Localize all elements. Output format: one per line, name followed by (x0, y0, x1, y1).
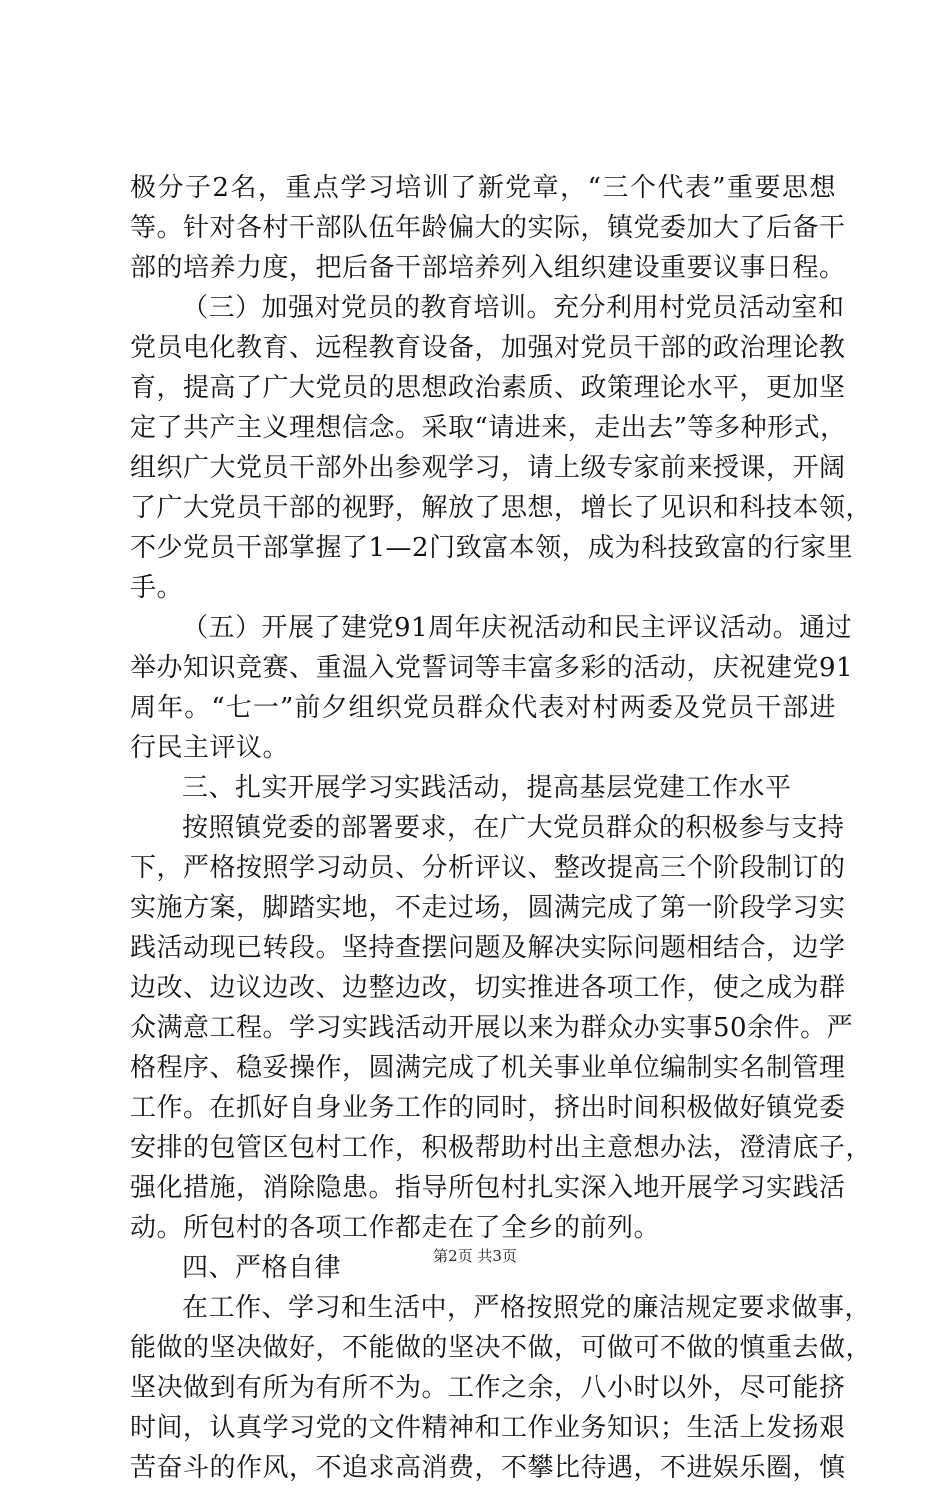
text-line: 了广大党员干部的视野，解放了思想，增长了见识和科技本领， (130, 493, 873, 523)
text-line: 举办知识竞赛、重温入党誓词等丰富多彩的活动，庆祝建党91 (130, 653, 854, 683)
document-body (130, 168, 873, 1488)
text-line: 工作。在抓好自身业务工作的同时，挤出时间积极做好镇党委 (130, 1093, 846, 1123)
text-line: （三）加强对党员的教育培训。充分利用村党员活动室和 (182, 293, 845, 323)
text-line: 动。所包村的各项工作都走在了全乡的前列。 (130, 1213, 661, 1243)
page-footer: 第2页 共3页 (433, 1247, 517, 1265)
text-line: 苦奋斗的作风，不追求高消费，不攀比待遇，不进娱乐圈，慎 (130, 1453, 846, 1483)
text-line: 格程序、稳妥操作，圆满完成了机关事业单位编制实名制管理 (130, 1053, 846, 1083)
text-line: 在工作、学习和生活中，严格按照党的廉洁规定要求做事， (182, 1293, 872, 1323)
text-line: 极分子2名，重点学习培训了新党章，“三个代表”重要思想 (130, 173, 836, 203)
text-line: 周年。“七一”前夕组织党员群众代表对村两委及党员干部进 (130, 693, 836, 723)
text-line: 育，提高了广大党员的思想政治素质、政策理论水平，更加坚 (130, 373, 846, 403)
text-line: 安排的包管区包村工作，积极帮助村出主意想办法，澄清底子， (130, 1133, 873, 1163)
text-line: 时间，认真学习党的文件精神和工作业务知识；生活上发扬艰 (130, 1413, 846, 1443)
text-line: 强化措施，消除隐患。指导所包村扎实深入地开展学习实践活 (130, 1173, 846, 1203)
text-line: 三、扎实开展学习实践活动，提高基层党建工作水平 (182, 773, 792, 803)
text-line: 践活动现已转段。坚持查摆问题及解决实际问题相结合，边学 (130, 933, 846, 963)
text-line: （五）开展了建党91周年庆祝活动和民主评议活动。通过 (182, 613, 853, 643)
text-line: 下，严格按照学习动员、分析评议、整改提高三个阶段制订的 (130, 853, 846, 883)
text-line: 不少党员干部掌握了1—2门致富本领，成为科技致富的行家里 (130, 533, 854, 563)
text-line: 能做的坚决做好，不能做的坚决不做，可做可不做的慎重去做， (130, 1333, 873, 1363)
text-line: 定了共产主义理想信念。采取“请进来，走出去”等多种形式， (130, 413, 847, 443)
text-line: 手。 (130, 573, 184, 603)
text-line: 坚决做到有所为有所不为。工作之余，八小时以外，尽可能挤 (130, 1373, 846, 1403)
text-line: 组织广大党员干部外出参观学习，请上级专家前来授课，开阔 (130, 453, 846, 483)
text-line: 四、严格自律 (182, 1253, 342, 1283)
text-line: 党员电化教育、远程教育设备，加强对党员干部的政治理论教 (130, 333, 846, 363)
text-line: 部的培养力度，把后备干部培养列入组织建设重要议事日程。 (130, 253, 846, 283)
text-line: 边改、边议边改、边整边改，切实推进各项工作，使之成为群 (130, 973, 846, 1003)
text-line: 实施方案，脚踏实地，不走过场，圆满完成了第一阶段学习实 (130, 893, 846, 923)
text-line: 按照镇党委的部署要求，在广大党员群众的积极参与支持 (182, 813, 845, 843)
text-line: 行民主评议。 (130, 733, 290, 763)
text-line: 众满意工程。学习实践活动开展以来为群众办实事50余件。严 (130, 1013, 854, 1043)
text-line: 等。针对各村干部队伍年龄偏大的实际，镇党委加大了后备干 (130, 213, 846, 243)
